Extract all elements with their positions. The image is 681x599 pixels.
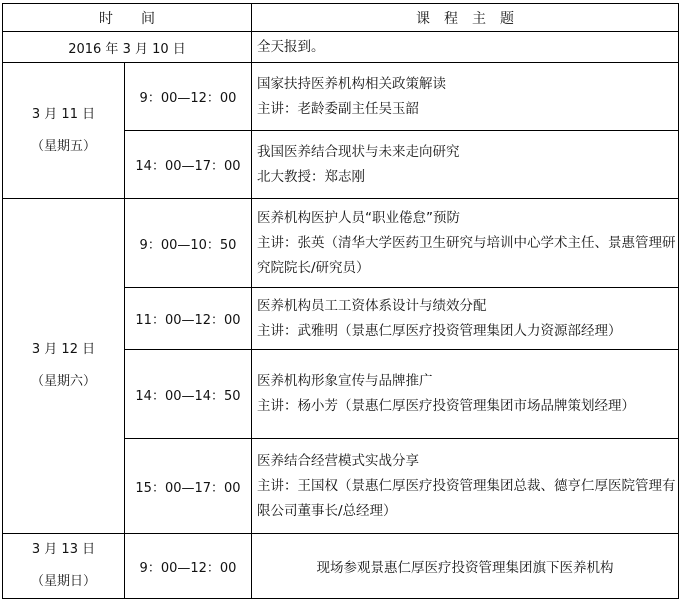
topic-header: 课 程 主 题 <box>252 4 679 32</box>
session-speaker: 主讲：老龄委副主任吴玉韶 <box>257 100 419 117</box>
session-topic <box>252 350 679 439</box>
session-time: 14：00—14：50 <box>125 350 252 439</box>
table-row <box>3 199 679 288</box>
day-cell <box>3 534 125 599</box>
session-topic <box>252 288 679 350</box>
day-weekday: （星期五） <box>30 138 96 154</box>
registration-date: 2016 年 3 月 10 日 <box>3 32 252 63</box>
session-time: 14：00—17：00 <box>125 131 252 199</box>
day-weekday: （星期日） <box>30 574 96 589</box>
table-row <box>3 534 679 599</box>
session-time: 9：00—10：50 <box>125 199 252 288</box>
session-title: 医养机构医护人员“职业倦怠”预防 <box>257 209 460 226</box>
session-title: 我国医养结合现状与未来走向研究 <box>257 143 460 160</box>
session-speaker: 主讲：武雅明（景惠仁厚医疗投资管理集团人力资源部经理） <box>257 322 622 339</box>
session-time: 15：00—17：00 <box>125 439 252 534</box>
day-weekday: （星期六） <box>30 374 96 389</box>
header-row <box>3 4 679 32</box>
registration-topic: 全天报到。 <box>252 32 679 63</box>
session-title: 现场参观景惠仁厚医疗投资管理集团旗下医养机构 <box>252 534 679 599</box>
day-date: 3 月 12 日 <box>31 342 96 357</box>
session-time: 11：00—12：00 <box>125 288 252 350</box>
day-cell <box>3 63 125 199</box>
session-title: 医养机构员工工资体系设计与绩效分配 <box>257 297 487 314</box>
session-speaker: 主讲：杨小芳（景惠仁厚医疗投资管理集团市场品牌策划经理） <box>257 398 635 414</box>
session-speaker: 主讲：王国权（景惠仁厚医疗投资管理集团总裁、德亨仁厚医院管理有限公司董事长/总经理） <box>257 477 676 519</box>
session-topic <box>252 199 679 288</box>
session-title: 医养机构形象宣传与品牌推广 <box>257 373 433 389</box>
session-speaker: 主讲：张英（清华大学医药卫生研究与培训中心学术主任、景惠管理研究院院长/研究员） <box>257 234 676 276</box>
day-date: 3 月 13 日 <box>31 542 96 557</box>
session-time: 9：00—12：00 <box>125 534 252 599</box>
table-row <box>3 63 679 131</box>
day-date: 3 月 11 日 <box>31 106 96 122</box>
session-time: 9：00—12：00 <box>125 63 252 131</box>
schedule-table <box>2 3 679 599</box>
session-topic <box>252 63 679 131</box>
day-cell <box>3 199 125 534</box>
session-speaker: 北大教授：郑志刚 <box>257 168 365 185</box>
session-title: 医养结合经营模式实战分享 <box>257 452 419 469</box>
session-topic <box>252 439 679 534</box>
time-header: 时 间 <box>3 4 252 32</box>
table-row <box>3 32 679 63</box>
session-topic <box>252 131 679 199</box>
session-title: 国家扶持医养机构相关政策解读 <box>257 75 446 92</box>
